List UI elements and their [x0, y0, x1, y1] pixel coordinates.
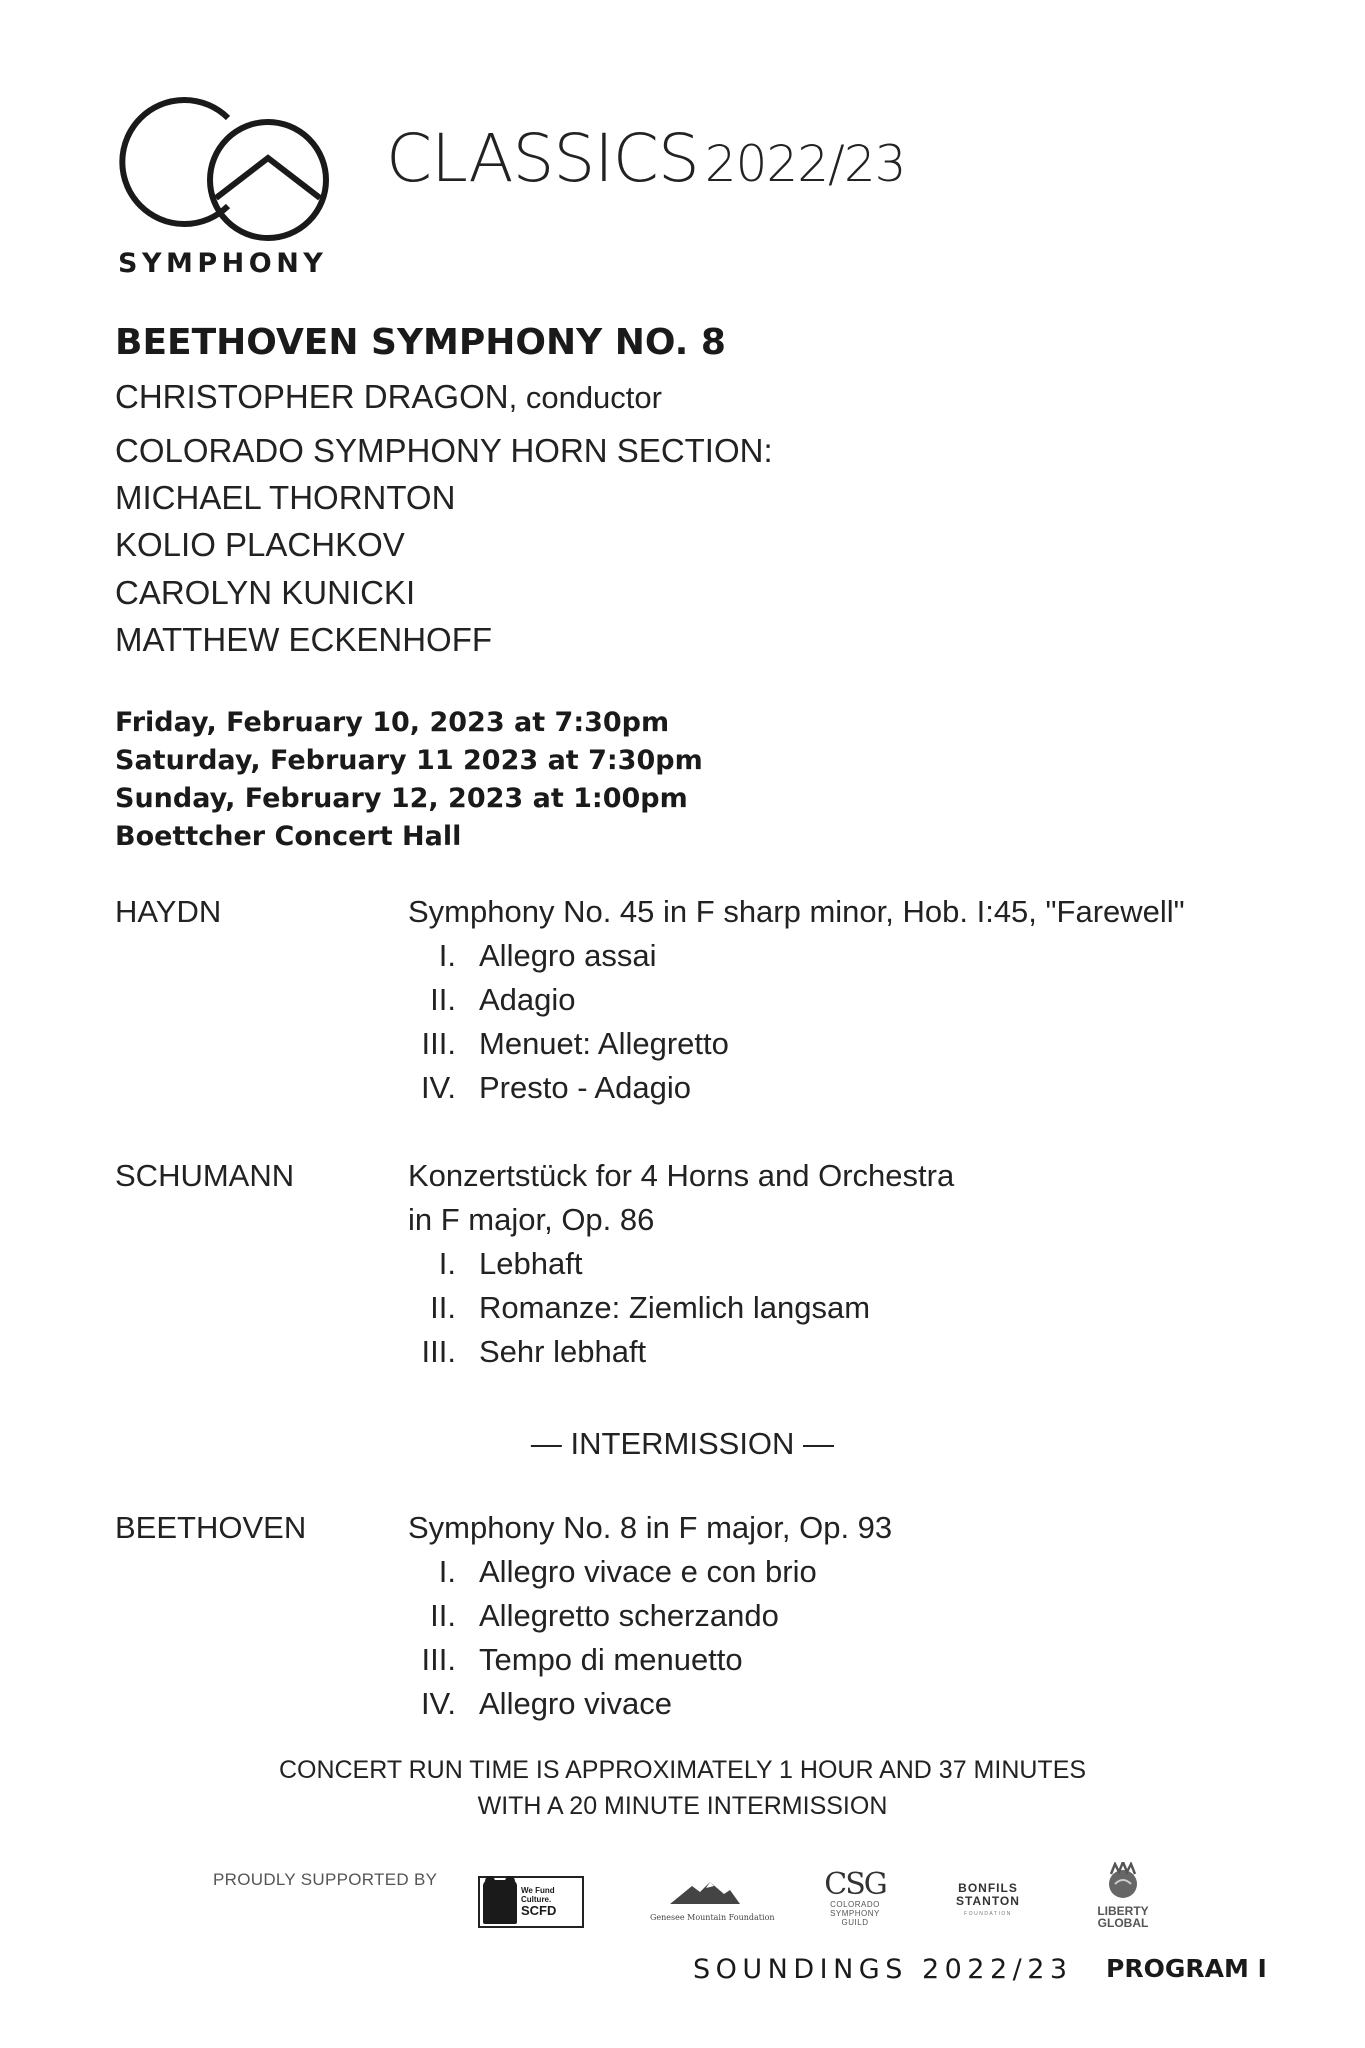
- conductor-line: [115, 378, 662, 416]
- scfd-logo: [478, 1876, 584, 1928]
- movement-name: Allegro assai: [479, 938, 657, 973]
- composer-name: BEETHOVEN: [115, 1510, 307, 1545]
- footer-publication: SOUNDINGS 2022/23: [693, 1954, 1073, 1985]
- intermission-label: — INTERMISSION —: [530, 1426, 835, 1461]
- movement-name: Allegro vivace e con brio: [479, 1554, 817, 1589]
- liberty-global-logo: [1090, 1862, 1156, 1929]
- movement-name: Allegretto scherzando: [479, 1598, 779, 1633]
- bonfils-line: FOUNDATION: [964, 1911, 1012, 1917]
- runtime-line: CONCERT RUN TIME IS APPROXIMATELY 1 HOUR AND 37 MINUTES: [278, 1756, 1087, 1784]
- movement-number: IV.: [420, 1686, 456, 1721]
- movement-number: I.: [438, 938, 456, 973]
- scfd-text: [521, 1886, 556, 1918]
- date-line: Friday, February 10, 2023 at 7:30pm: [115, 707, 670, 738]
- venue-line: Boettcher Concert Hall: [115, 821, 462, 852]
- performer-name: MATTHEW ECKENHOFF: [115, 621, 493, 658]
- runtime-note: [0, 1752, 1365, 1824]
- logo-wordmark: SYMPHONY: [118, 248, 328, 279]
- csg-logo: [820, 1867, 890, 1927]
- movement-name: Adagio: [479, 982, 576, 1017]
- csg-mark: CSG: [824, 1867, 886, 1902]
- work-title-continued: in F major, Op. 86: [408, 1202, 655, 1237]
- date-line: Saturday, February 11 2023 at 7:30pm: [115, 745, 703, 776]
- movement-number: III.: [421, 1334, 456, 1369]
- performer-name: CAROLYN KUNICKI: [115, 574, 416, 611]
- composer-name: HAYDN: [115, 894, 222, 929]
- movement-number: IV.: [420, 1070, 456, 1105]
- work-title: Konzertstück for 4 Horns and Orchestra: [408, 1158, 955, 1193]
- movement-number: I.: [438, 1246, 456, 1281]
- concert-title: BEETHOVEN SYMPHONY NO. 8: [115, 322, 726, 363]
- performer-name: MICHAEL THORNTON: [115, 479, 456, 516]
- footer-program-number: PROGRAM I: [1106, 1954, 1267, 1983]
- csg-line: GUILD: [841, 1918, 869, 1927]
- movement-name: Tempo di menuetto: [479, 1642, 743, 1677]
- movement-number: II.: [430, 1290, 456, 1325]
- scfd-line: SCFD: [521, 1903, 557, 1918]
- movement-number: III.: [421, 1026, 456, 1061]
- date-line: Sunday, February 12, 2023 at 1:00pm: [115, 783, 688, 814]
- genesee-logo: [650, 1880, 775, 1922]
- conductor-name: CHRISTOPHER DRAGON: [115, 378, 509, 415]
- movement-name: Allegro vivace: [479, 1686, 672, 1721]
- movement-number: II.: [430, 1598, 456, 1633]
- scfd-line: Culture.: [521, 1895, 552, 1904]
- movement-number: I.: [438, 1554, 456, 1589]
- liberty-line: LIBERTY: [1097, 1904, 1149, 1918]
- series-season: 2022/23: [704, 135, 906, 193]
- scfd-line: We Fund: [521, 1886, 555, 1895]
- work-title: Symphony No. 45 in F sharp minor, Hob. I:45, "Farewell": [408, 894, 1185, 929]
- csg-line: COLORADO: [830, 1900, 880, 1909]
- conductor-role: , conductor: [508, 380, 662, 415]
- movement-name: Sehr lebhaft: [479, 1334, 647, 1369]
- series-title: [386, 120, 905, 197]
- movement-name: Menuet: Allegretto: [479, 1026, 729, 1061]
- movement-name: Lebhaft: [479, 1246, 583, 1281]
- composer-name: SCHUMANN: [115, 1158, 295, 1193]
- liberty-line: GLOBAL: [1097, 1916, 1149, 1930]
- liberty-crown-icon: [1103, 1862, 1143, 1900]
- movement-name: Presto - Adagio: [479, 1070, 691, 1105]
- co-logo-mark-icon: [110, 88, 335, 248]
- movement-number: III.: [421, 1642, 456, 1677]
- performance-dates: [115, 704, 703, 856]
- performer-name: KOLIO PLACHKOV: [115, 526, 405, 563]
- work-title: Symphony No. 8 in F major, Op. 93: [408, 1510, 893, 1545]
- bear-icon: [483, 1880, 517, 1924]
- bonfils-line: STANTON: [956, 1894, 1020, 1908]
- bonfils-stanton-logo: [952, 1882, 1024, 1921]
- series-label: CLASSICS: [386, 120, 699, 197]
- genesee-label: Genesee Mountain Foundation: [650, 1913, 775, 1922]
- runtime-line: WITH A 20 MINUTE INTERMISSION: [477, 1792, 888, 1820]
- mountain-icon: [670, 1880, 740, 1906]
- ensemble-line: COLORADO SYMPHONY HORN SECTION:: [115, 432, 773, 469]
- bonfils-line: BONFILS: [958, 1881, 1018, 1895]
- movement-name: Romanze: Ziemlich langsam: [479, 1290, 871, 1325]
- co-symphony-logo: [110, 88, 335, 288]
- sponsors-label: PROUDLY SUPPORTED BY: [213, 1870, 438, 1889]
- movement-number: II.: [430, 982, 456, 1017]
- csg-line: SYMPHONY: [830, 1909, 880, 1918]
